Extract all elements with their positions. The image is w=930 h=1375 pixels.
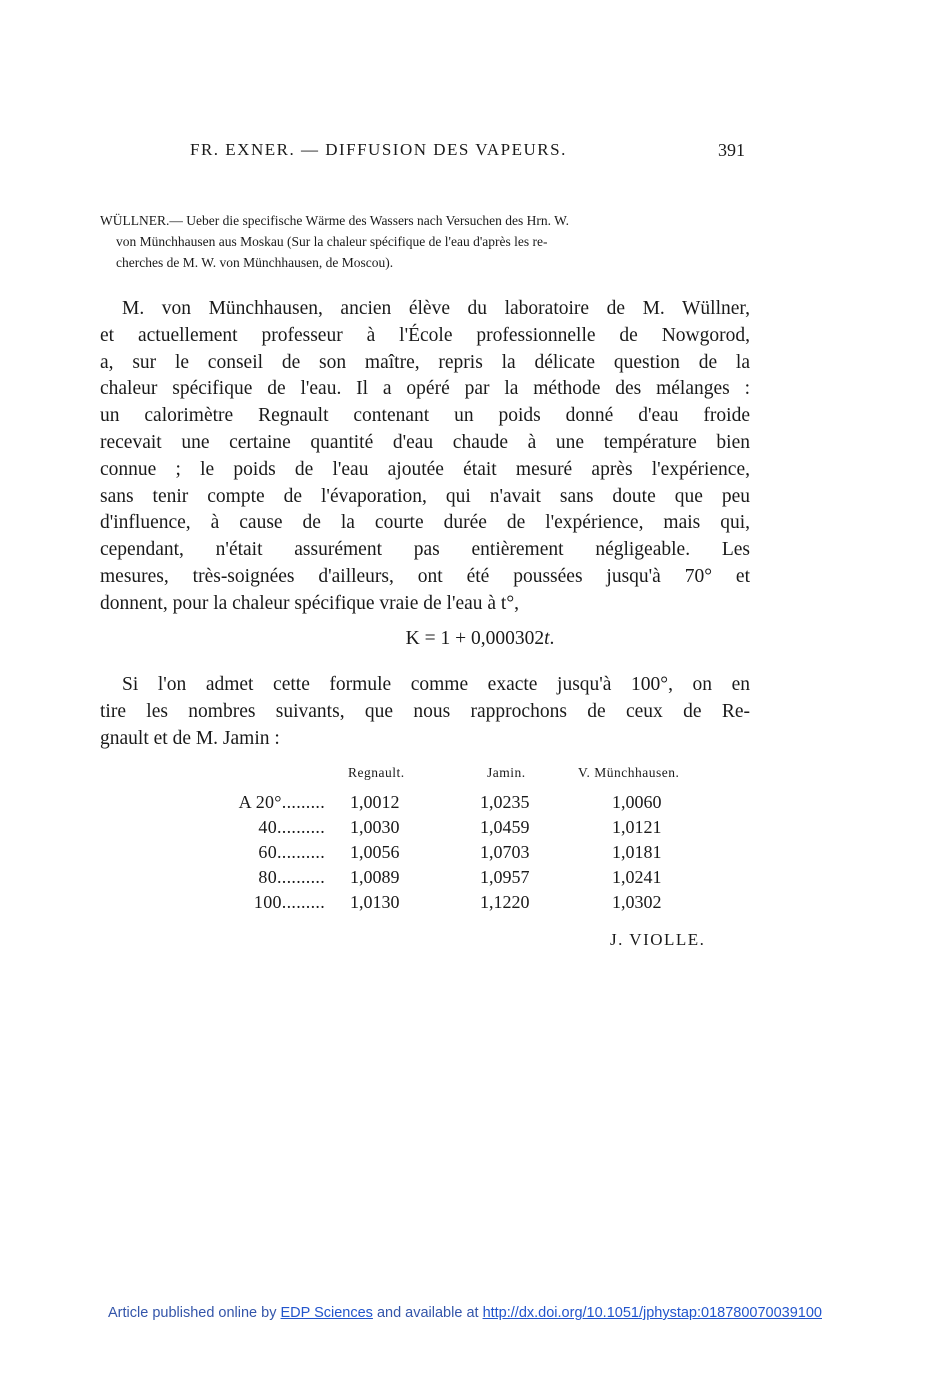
- text-line: M. von Münchhausen, ancien élève du laboratoire de M. Wüllner,: [122, 298, 750, 319]
- cell-regnault: 1,0089: [350, 867, 400, 887]
- text-line: un calorimètre Regnault contenant un poids donné d'eau froide: [100, 405, 750, 427]
- running-title: FR. EXNER. — DIFFUSION DES VAPEURS.: [190, 140, 567, 159]
- cell-regnault: 1,0130: [350, 892, 400, 912]
- column-header-munchhausen: V. Münchhausen.: [578, 765, 680, 780]
- row-label: 100.........: [253, 892, 325, 912]
- text-line: gnault et de M. Jamin :: [100, 727, 280, 749]
- cell-jamin: 1,0703: [480, 842, 530, 862]
- cell-munchhausen: 1,0181: [612, 842, 662, 862]
- table-row: [150, 817, 750, 842]
- reference-line: von Münchhausen aus Moskau (Sur la chaleur spécifique de l'eau d'après les re-: [116, 234, 548, 249]
- publisher-link[interactable]: EDP Sciences: [280, 1305, 373, 1321]
- footer-prefix: Article published online by: [108, 1305, 277, 1321]
- row-label: 80..........: [258, 867, 325, 887]
- cell-munchhausen: 1,0302: [612, 892, 662, 912]
- text-line: sans tenir compte de l'évaporation, qui n'avait sans doute que peu: [100, 485, 750, 507]
- cell-munchhausen: 1,0060: [612, 792, 662, 812]
- formula-variable: t: [544, 628, 550, 649]
- text-line: connue ; le poids de l'eau ajoutée était mesuré après l'expérience,: [100, 458, 750, 480]
- author-signature: J. VIOLLE.: [610, 930, 706, 949]
- cell-jamin: 1,0235: [480, 792, 530, 812]
- text-line: donnent, pour la chaleur spécifique vraie de l'eau à t°,: [100, 592, 520, 614]
- row-label: A 20°.........: [238, 792, 325, 812]
- table-row: [150, 867, 750, 892]
- cell-munchhausen: 1,0241: [612, 867, 662, 887]
- text-line: a, sur le conseil de son maître, repris la délicate question de la: [100, 351, 750, 373]
- table-row: [150, 892, 750, 917]
- text-line: d'influence, à cause de la courte durée de l'expérience, mais qui,: [100, 512, 750, 534]
- text-line: et actuellement professeur à l'École professionnelle de Nowgorod,: [100, 324, 750, 346]
- table-row: [150, 792, 750, 817]
- publication-footer: [0, 1305, 930, 1321]
- column-header-jamin: Jamin.: [487, 765, 526, 780]
- reference-line: cherches de M. W. von Münchhausen, de Moscou).: [116, 255, 394, 270]
- text-line: tire les nombres suivants, que nous rapprochons de ceux de Re-: [100, 700, 750, 722]
- running-header: [190, 140, 745, 164]
- text-line: mesures, très-soignées d'ailleurs, ont été poussées jusqu'à 70° et: [100, 565, 750, 587]
- paragraph-2: [100, 672, 750, 752]
- row-label: 60..........: [258, 842, 325, 862]
- table-row: [150, 842, 750, 867]
- cell-jamin: 1,0957: [480, 867, 530, 887]
- page-number: 391: [718, 140, 745, 160]
- column-header-regnault: Regnault.: [348, 765, 405, 780]
- doi-link[interactable]: http://dx.doi.org/10.1051/jphystap:018780070039100: [482, 1305, 822, 1321]
- cell-regnault: 1,0012: [350, 792, 400, 812]
- cell-jamin: 1,1220: [480, 892, 530, 912]
- row-label: 40..........: [258, 817, 325, 837]
- text-line: chaleur spécifique de l'eau. Il a opéré par la méthode des mélanges :: [100, 378, 750, 400]
- cell-munchhausen: 1,0121: [612, 817, 662, 837]
- text-line: cependant, n'était assurément pas entièrement négligeable. Les: [100, 539, 750, 561]
- text-line: Si l'on admet cette formule comme exacte jusqu'à 100°, on en: [122, 674, 750, 695]
- cell-regnault: 1,0030: [350, 817, 400, 837]
- cell-jamin: 1,0459: [480, 817, 530, 837]
- text-line: recevait une certaine quantité d'eau chaude à une température bien: [100, 431, 750, 453]
- paragraph-1: [100, 296, 750, 618]
- reference-line: WÜLLNER.— Ueber die specifische Wärme des Wassers nach Versuchen des Hrn. W.: [100, 213, 570, 228]
- formula-expression: K = 1 + 0,000302: [405, 628, 545, 649]
- formula-end: .: [549, 628, 555, 649]
- footer-middle: and available at: [376, 1305, 479, 1321]
- bibliographic-reference: [100, 210, 748, 273]
- cell-regnault: 1,0056: [350, 842, 400, 862]
- formula: [0, 628, 930, 650]
